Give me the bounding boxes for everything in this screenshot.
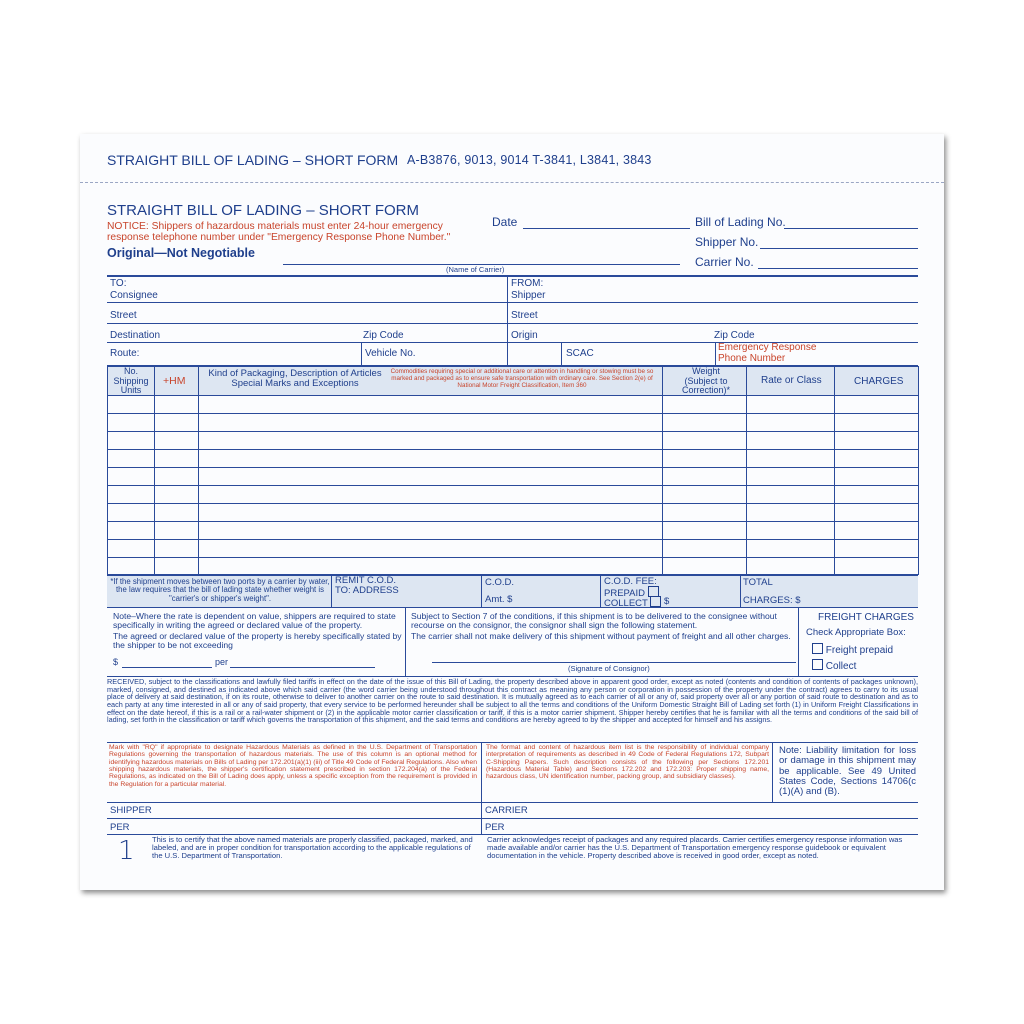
rule — [561, 342, 562, 366]
rule — [772, 742, 773, 802]
emergency-phone-label: Emergency Response Phone Number — [718, 342, 817, 364]
copy-number: 1 — [118, 836, 135, 866]
col-header-hm: +HM — [163, 375, 186, 387]
cod-fee-dollar: $ — [664, 596, 670, 607]
declared-per: per — [215, 657, 229, 667]
rule — [746, 366, 747, 575]
rule — [107, 395, 918, 396]
declared-per-field[interactable] — [230, 667, 375, 668]
form-title: STRAIGHT BILL OF LADING – SHORT FORM — [107, 202, 420, 219]
shipper-no-label: Shipper No. — [695, 235, 759, 249]
shipper-label: Shipper — [511, 290, 546, 301]
carrier-name-label: (Name of Carrier) — [446, 265, 505, 274]
original-label: Original—Not Negotiable — [107, 246, 255, 260]
freight-prepaid-checkbox[interactable] — [812, 643, 823, 654]
collect-checkbox[interactable] — [650, 596, 661, 607]
freight-charges-title: FREIGHT CHARGES — [818, 612, 914, 623]
rule — [834, 366, 835, 575]
rule — [154, 366, 155, 575]
origin-label: Origin — [511, 330, 538, 341]
section7-text: Subject to Section 7 of the conditions, if this shipment is to be delivered to the consignee without recourse on the consignor, the consignor shall sign the following statement. — [411, 611, 777, 631]
rule — [798, 608, 799, 676]
col-header-description: Kind of Packaging, Description of Articles Special Marks and Exceptions — [208, 368, 382, 390]
hazmat-notice: NOTICE: Shippers of hazardous materials must enter 24-hour emergency response telephone number under "Emergency Response Phone Number." — [107, 221, 451, 244]
rule — [107, 366, 108, 575]
total-charges-label: CHARGES: $ — [743, 595, 801, 606]
rule — [107, 275, 918, 277]
carrier-sign-label: CARRIER — [485, 805, 528, 816]
rule — [107, 302, 918, 303]
consignor-signature-field[interactable] — [432, 662, 796, 663]
bol-field[interactable] — [784, 228, 918, 229]
rule — [107, 323, 918, 324]
no-delivery-text: The carrier shall not make delivery of this shipment without payment of freight and all other charges. — [411, 631, 791, 641]
rule — [198, 366, 199, 575]
destination-label: Destination — [110, 330, 161, 341]
cod-fee-label: C.O.D. FEE: — [604, 576, 657, 587]
bill-of-lading-form — [80, 134, 944, 890]
shipper-certification: This is to certify that the above named materials are properly classified, packaged, marked, and labeled, and are in proper condition for transportation according to the applicable regulations of the U.S. Department of Transportation. — [152, 835, 473, 861]
shipper-street-label: Street — [511, 310, 538, 321]
freight-collect-option[interactable] — [812, 659, 856, 672]
table-row[interactable] — [107, 539, 918, 540]
date-label: Date — [492, 215, 518, 229]
rule — [507, 276, 508, 366]
vehicle-label: Vehicle No. — [365, 348, 416, 359]
rule — [918, 366, 919, 575]
table-row[interactable] — [107, 413, 918, 414]
collect-label: COLLECT — [604, 598, 648, 609]
perforation-line — [80, 182, 944, 183]
rule — [331, 575, 332, 607]
rule — [600, 575, 601, 607]
prepaid-label: PREPAID — [604, 588, 646, 599]
rule — [107, 607, 918, 608]
table-row[interactable] — [107, 485, 918, 486]
freight-collect-checkbox[interactable] — [812, 659, 823, 670]
check-box-label: Check Appropriate Box: — [806, 627, 906, 638]
carrier-per-label: PER — [485, 822, 505, 833]
freight-prepaid-label: Freight prepaid — [825, 645, 894, 656]
shipper-per-label: PER — [110, 822, 130, 833]
consignee-label: Consignee — [110, 290, 158, 301]
carrier-no-label: Carrier No. — [695, 255, 754, 269]
remit-cod-label: REMIT C.O.D. TO: ADDRESS — [335, 575, 399, 597]
freight-prepaid-option[interactable] — [812, 643, 893, 656]
col-header-weight: Weight (Subject to Correction)* — [681, 366, 730, 396]
rule — [740, 575, 741, 607]
hazmat-format-note: The format and content of hazardous item list is the responsibility of individual company interpretation of requirements as described in 49 Code of Federal Regulations 172, Subpart C-Shipping Papers. Such description consists of the following per Sections 172.201 (Hazardous Material Table) and Sections 172.202 and 172.203: Proper shipping name, hazardous class, UN identification number, packing group, and subsidiary classes). — [486, 744, 769, 781]
consignor-signature-label: (Signature of Consignor) — [568, 664, 650, 673]
table-row[interactable] — [107, 521, 918, 522]
shipper-sign-label: SHIPPER — [110, 805, 152, 816]
rule — [107, 365, 918, 367]
carrier-no-field[interactable] — [758, 268, 918, 269]
rule — [361, 342, 362, 366]
collect-option[interactable] — [604, 596, 661, 609]
rule — [715, 342, 716, 366]
rule — [481, 742, 482, 802]
table-row[interactable] — [107, 557, 918, 558]
date-field[interactable] — [523, 228, 690, 229]
shipper-no-field[interactable] — [760, 248, 918, 249]
received-terms: RECEIVED, subject to the classifications and lawfully filed tariffs in effect on the date of the issue of this Bill of Lading, the property described above in apparent good order, except as noted (contents and condition of contents of packages unknown), marked, consigned, and destined as indicated above which said carrier (the word carrier being understood throughout this contract as meaning any person or corporation in possession of the property under the contract) agrees to carry to its usual place of delivery at said destination, if on its route, otherwise to deliver to another carrier on the route to said destination. It is mutually agreed as to each carrier of all or any of, said property over all or any portion of said route to destination and as to each party at any time interested in all or any of said property, that every service to be performed hereunder shall be subject to all the terms and conditions of the Uniform Domestic Straight Bill of Lading set forth (1) in Uniform Freight Classifications in effect on the date hereof, if this is a rail or a rail-water shipment or (2) in the applicable motor carrier classification or tariff, if this is a motor carrier shipment. Shipper hereby certifies that he is familiar with all the terms and conditions of the said bill of lading, set forth in the classification or tariff which governs the transportation of this shipment, and the said terms and conditions are hereby agreed to by the shipper and accepted for himself and his assigns. — [107, 677, 918, 725]
destination-zip-label: Zip Code — [363, 330, 404, 341]
table-row[interactable] — [107, 449, 918, 450]
col-header-charges: CHARGES — [854, 376, 904, 387]
col-header-note: Commodities requiring special or additional care or attention in handling or stowing must be so marked and packaged as to ensure safe transportation with ordinary care. See Section 2(e) of National Motor Freight Classification, Item 360 — [390, 368, 654, 389]
form-numbers: A-B3876, 9013, 9014 T-3841, L3841, 3843 — [407, 153, 652, 167]
shipper-carrier-sign-field[interactable] — [107, 818, 918, 819]
rule — [481, 803, 482, 834]
declared-dollar: $ — [113, 657, 119, 667]
hazmat-rq-note: Mark with "RQ" if appropriate to designate Hazardous Materials as defined in the U.S. Department of Transportation Regulations governing the transportation of hazardous materials. The use of this column is an optional method for identifying hazardous materials on Bills of Lading per 172.201(a)(1) (iii) of Title 49 Code of Federal Regulations. Also when shipping hazardous materials, the shipper's certification statement prescribed in section 172.204(a) of the Federal Regulations, as indicated on the Bill of Lading does apply, unless a specific exception from the requirement is provided in the Regulation for a particular material. — [109, 744, 477, 788]
rule — [107, 574, 918, 576]
declared-value-field[interactable] — [122, 667, 212, 668]
cod-label: C.O.D. — [485, 577, 515, 588]
value-note: Note–Where the rate is dependent on value, shippers are required to state specifically in writing the agreed or declared value of the property. — [113, 611, 396, 631]
table-row[interactable] — [107, 431, 918, 432]
from-label: FROM: — [511, 278, 544, 289]
declared-value-text: The agreed or declared value of the property is hereby specifically stated by the shipper to be not exceeding — [113, 631, 402, 651]
origin-zip-label: Zip Code — [714, 330, 755, 341]
col-header-rate: Rate or Class — [761, 375, 822, 386]
scac-label: SCAC — [566, 348, 594, 359]
stub-title: STRAIGHT BILL OF LADING – SHORT FORM — [107, 152, 399, 168]
to-label: TO: — [110, 278, 127, 289]
rule — [405, 608, 406, 676]
liability-note: Note: Liability limitation for loss or damage in this shipment may be applicable. See 49 United States Code, Sections 14706(c (1)(A) and (B). — [779, 745, 916, 797]
total-label: TOTAL — [743, 577, 773, 588]
table-row[interactable] — [107, 503, 918, 504]
table-row[interactable] — [107, 467, 918, 468]
rule — [107, 742, 918, 743]
route-label: Route: — [110, 348, 140, 359]
cod-amount-label: Amt. $ — [485, 594, 513, 605]
col-header-units: No. Shipping Units — [113, 366, 149, 396]
bol-label: Bill of Lading No. — [695, 215, 786, 229]
rule — [662, 366, 663, 575]
water-carrier-note: *If the shipment moves between two ports by a carrier by water, the law requires that the bill of lading state whether weight is "carrier's or shipper's weight". — [110, 577, 330, 603]
rule — [107, 802, 918, 803]
carrier-acknowledgement: Carrier acknowledges receipt of packages and any required placards. Carrier certifies emergency response information was made available and/or carrier has the U.S. Department of Transportation emergency response guidebook or equivalent documentation in the vehicle. Property described above is received in good order, except as noted. — [487, 835, 903, 861]
consignee-street-label: Street — [110, 310, 137, 321]
freight-collect-label: Collect — [825, 661, 857, 672]
rule — [481, 575, 482, 607]
